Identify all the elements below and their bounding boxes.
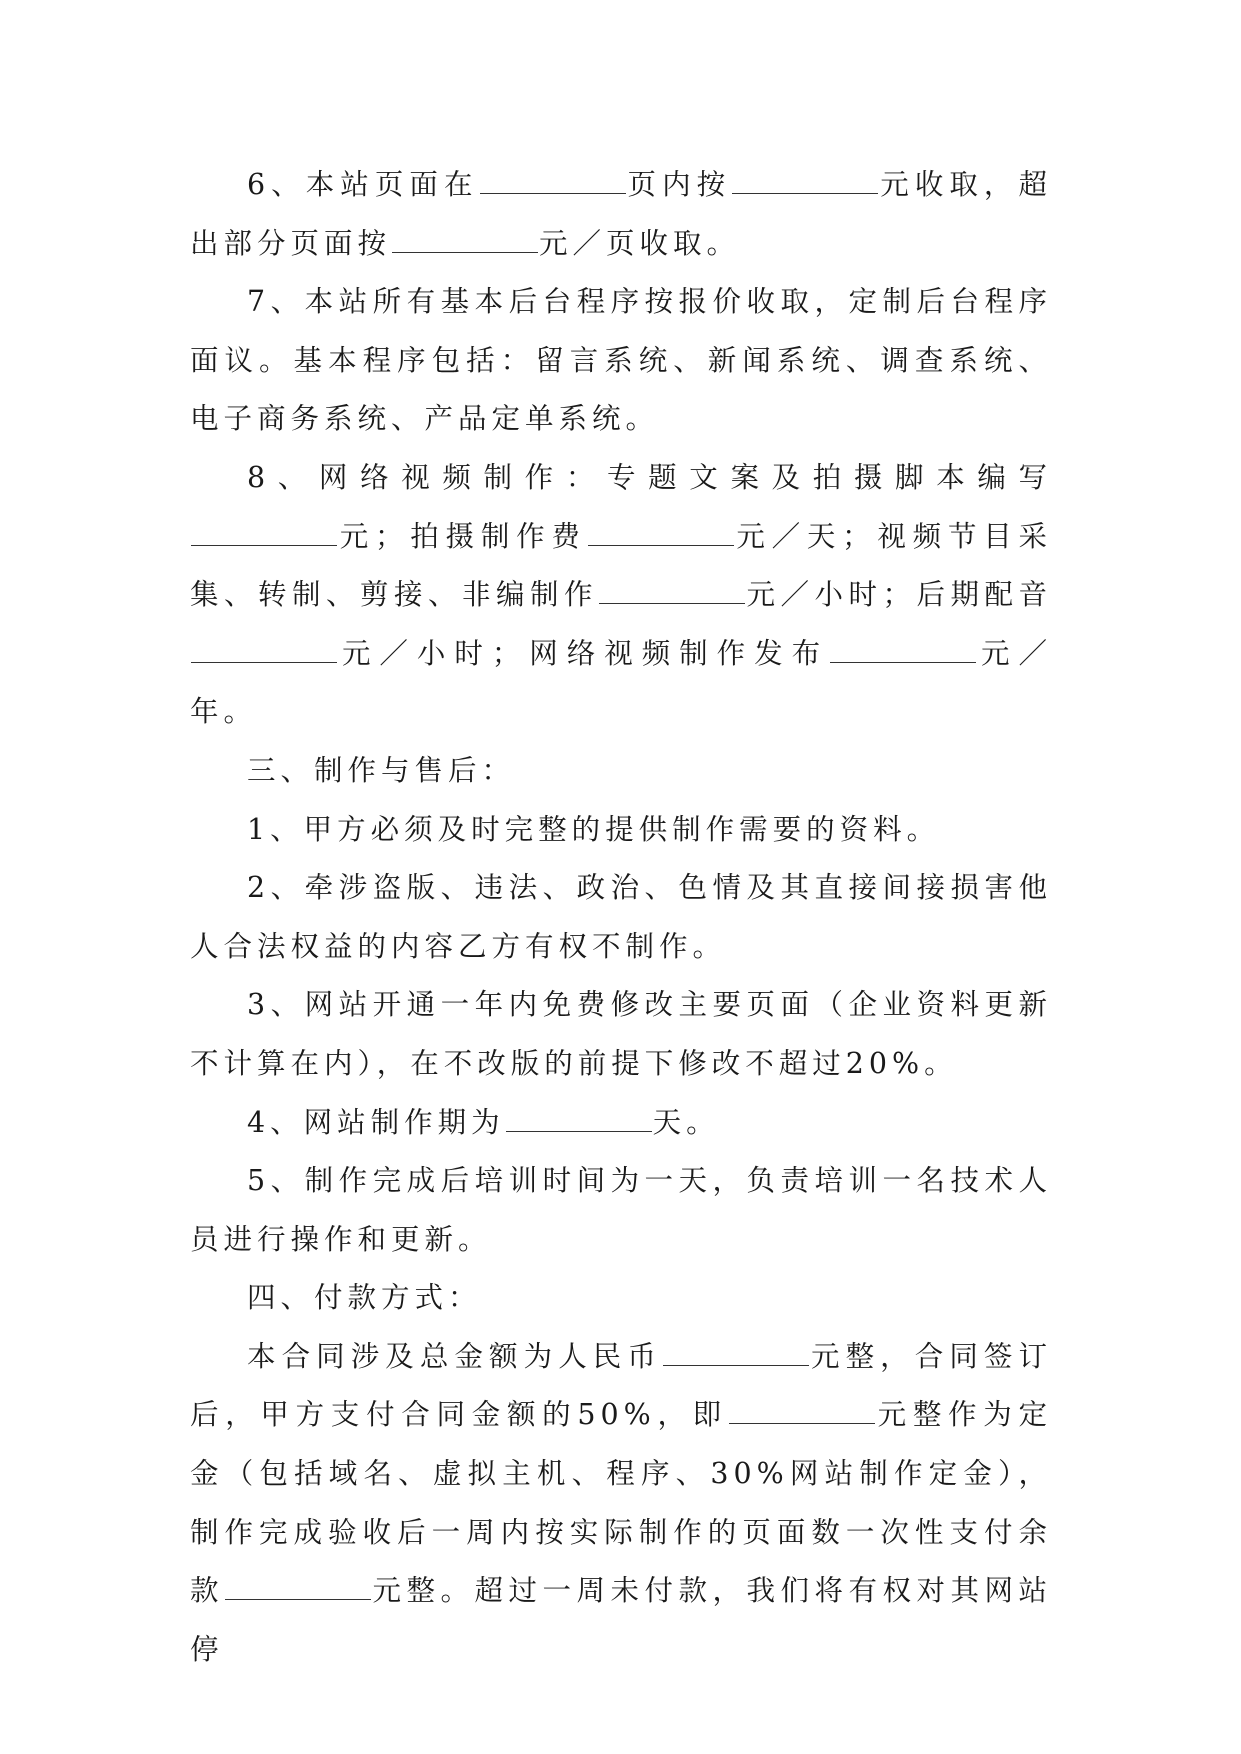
paragraph-text: 4、网站制作期为	[247, 1105, 505, 1139]
paragraph	[190, 156, 1052, 273]
paragraph	[190, 1152, 1052, 1269]
paragraph-text: 元整作为定金（包括域名、虚拟主机、程序、30%网站制作定金），制作完成验收后一周内按实际制作的页面数一次性支付余款	[190, 1398, 1052, 1608]
fill-in-blank	[729, 1401, 875, 1424]
fill-in-blank	[599, 581, 745, 604]
paragraph-text: 3、网站开通一年内免费修改主要页面（企业资料更新不计算在内），在不改版的前提下修改不超过20%。	[190, 988, 1052, 1080]
paragraph-text: 三、制作与售后：	[247, 753, 516, 787]
paragraph-text: 1、甲方必须及时完整的提供制作需要的资料。	[247, 812, 941, 846]
paragraph	[190, 273, 1052, 449]
paragraph-text: 元整。超过一周未付款，我们将有权对其网站停	[190, 1574, 1052, 1666]
fill-in-blank	[506, 1109, 652, 1132]
paragraph-text: 6、本站页面在	[247, 168, 479, 201]
paragraph	[190, 1328, 1052, 1680]
fill-in-blank	[830, 640, 976, 663]
paragraph-text: 元收取，超出部分页面按	[190, 168, 1052, 260]
paragraph-text: 元整，合同签订后，甲方支付合同金额的50%，即	[190, 1339, 1052, 1432]
paragraph-text: 2、牵涉盗版、违法、政治、色情及其直接间接损害他人合法权益的内容乙方有权不制作。	[190, 871, 1052, 963]
paragraph-text: 页内按	[626, 168, 732, 201]
document-body	[190, 156, 1052, 1679]
paragraph	[190, 1269, 1052, 1328]
paragraph	[190, 859, 1052, 976]
paragraph-text: 元／小时；后期配音	[745, 578, 1052, 612]
fill-in-blank	[225, 1577, 371, 1600]
paragraph	[190, 976, 1052, 1093]
fill-in-blank	[732, 171, 878, 194]
fill-in-blank	[191, 640, 337, 663]
fill-in-blank	[480, 171, 626, 194]
paragraph-text: 5、制作完成后培训时间为一天，负责培训一名技术人员进行操作和更新。	[190, 1164, 1052, 1256]
paragraph	[190, 742, 1052, 801]
paragraph-text: 四、付款方式：	[247, 1281, 482, 1315]
paragraph-text: 7、本站所有基本后台程序按报价收取，定制后台程序面议。基本程序包括：留言系统、新闻系统、调查系统、电子商务系统、产品定单系统。	[190, 285, 1052, 436]
paragraph-text: 元／年。	[190, 636, 1052, 729]
fill-in-blank	[191, 523, 337, 546]
paragraph-text: 天。	[652, 1105, 720, 1139]
paragraph	[190, 449, 1052, 742]
fill-in-blank	[663, 1343, 809, 1366]
paragraph-text: 8、网络视频制作：专题文案及拍摄脚本编写	[247, 460, 1052, 494]
paragraph-text: 元／页收取。	[539, 226, 741, 260]
paragraph-text: 元／天；视频节目采集、转制、剪接、非编制作	[190, 519, 1052, 612]
fill-in-blank	[392, 230, 538, 253]
paragraph-text: 元；拍摄制作费	[338, 519, 587, 553]
fill-in-blank	[588, 523, 734, 546]
paragraph-text: 本合同涉及总金额为人民币	[247, 1339, 662, 1373]
paragraph	[190, 801, 1052, 860]
paragraph	[190, 1094, 1052, 1153]
paragraph-text: 元／小时；网络视频制作发布	[338, 636, 830, 670]
